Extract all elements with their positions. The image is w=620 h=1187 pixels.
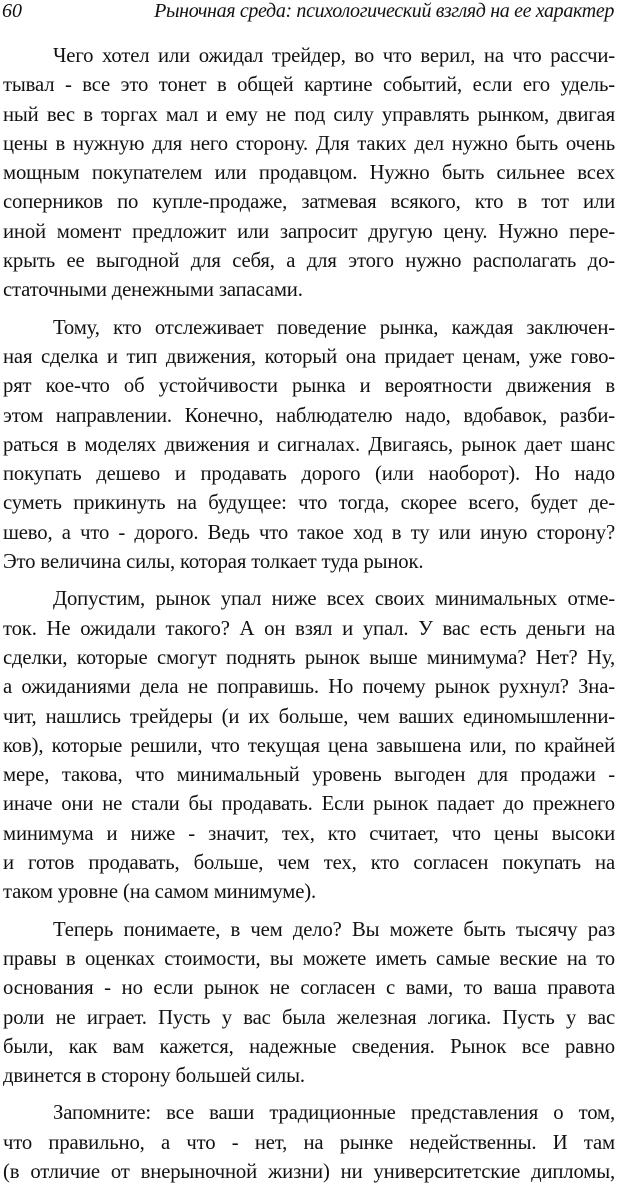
text-line: статочными денежными запасами. [3, 279, 303, 302]
text-line: мощным покупателем или продавцом. Нужно быть сильнее всех [3, 162, 615, 185]
text-line: (в отличие от внерыночной жизни) ни университетские дипломы, [3, 1160, 615, 1183]
text-line: а ожиданиями дела не поправишь. Но почему рынок рухнул? Зна- [3, 676, 615, 699]
paragraph-gap [3, 577, 615, 585]
paragraph [3, 916, 615, 1092]
text-line: Допустим, рынок упал ниже всех своих минимальных отме- [53, 588, 615, 611]
text-line: шево, а что - дорого. Ведь что такое ход в ту или иную сторону? [3, 521, 615, 544]
paragraph [3, 314, 615, 578]
text-line: иначе они не стали бы продавать. Если рынок падает до прежнего [3, 793, 615, 816]
paragraph [3, 42, 615, 306]
text-line: ков), которые решили, что текущая цена завышена или, по крайней [3, 734, 615, 757]
text-line: Это величина силы, которая толкает туда рынок. [3, 551, 424, 574]
paragraph-gap [3, 306, 615, 314]
text-line: Запомните: все ваши традиционные представления о том, [53, 1102, 615, 1125]
text-line: суметь прикинуть на будущее: что тогда, скорее всего, будет де- [3, 492, 615, 515]
text-line: этом направлении. Конечно, наблюдателю надо, вдобавок, разби- [3, 404, 615, 427]
text-line: основания - но если рынок не согласен с вами, то ваша правота [3, 977, 615, 1000]
paragraph-gap [3, 908, 615, 916]
text-line: сделки, которые смогут поднять рынок выше минимума? Нет? Ну, [3, 646, 615, 669]
text-line: Чего хотел или ожидал трейдер, во что верил, на что рассчи- [53, 45, 615, 67]
paragraph [3, 585, 615, 907]
text-line: ток. Не ожидали такого? А он взял и упал. У вас есть деньги на [3, 617, 615, 640]
paragraph [3, 1099, 615, 1187]
text-line: что правильно, а что - нет, на рынке недейственны. И там [3, 1131, 615, 1154]
text-line: тывал - все это тонет в общей картине событий, если его удель- [3, 74, 615, 97]
text-line: таком уровне (на самом минимуме). [3, 881, 316, 904]
text-line: чит, нашлись трейдеры (и их больше, чем ваших единомышленни- [3, 705, 615, 728]
text-line: двинется в сторону большей силы. [3, 1065, 305, 1088]
body-text [3, 42, 615, 1187]
text-line: мере, такова, что минимальный уровень выгоден для продажи - [3, 764, 615, 787]
page-header [2, 0, 614, 28]
text-line: роли не играет. Пусть у вас была железная логика. Пусть у вас [3, 1006, 615, 1029]
text-line: Тому, кто отслеживает поведение рынка, каждая заключен- [53, 316, 615, 339]
text-line: соперников по купле-продаже, затмевая всякого, кто в тот или [3, 191, 615, 214]
text-line: ная сделка и тип движения, который она придает ценам, уже гово- [3, 345, 615, 368]
running-title: Рыночная среда: психологический взгляд на ее характер [154, 0, 614, 22]
text-line: были, как вам кажется, надежные сведения. Рынок все равно [3, 1035, 615, 1058]
text-line: покупать дешево и продавать дорого (или наоборот). Но надо [3, 463, 615, 486]
text-line: ный вес в торгах мал и ему не под силу управлять рынком, двигая [3, 103, 615, 126]
text-line: раться в моделях движения и сигналах. Двигаясь, рынок дает шанс [3, 433, 615, 456]
text-line: рят кое-что об устойчивости рынка и вероятности движения в [3, 375, 615, 398]
text-line: цены в нужную для него сторону. Для таких дел нужно быть очень [3, 132, 615, 155]
text-line: и готов продавать, больше, чем тех, кто согласен покупать на [3, 852, 615, 875]
text-line: правы в оценках стоимости, вы можете иметь самые веские на то [3, 947, 615, 970]
page-number: 60 [2, 0, 22, 22]
text-line: Теперь понимаете, в чем дело? Вы можете быть тысячу раз [53, 918, 615, 941]
text-line: крыть ее выгодной для себя, а для этого нужно располагать до- [3, 250, 615, 273]
text-line: минимума и ниже - значит, тех, кто считает, что цены высоки [3, 822, 615, 845]
paragraph-gap [3, 1091, 615, 1099]
text-line: иной момент предложит или запросит другую цену. Нужно пере- [3, 220, 615, 243]
